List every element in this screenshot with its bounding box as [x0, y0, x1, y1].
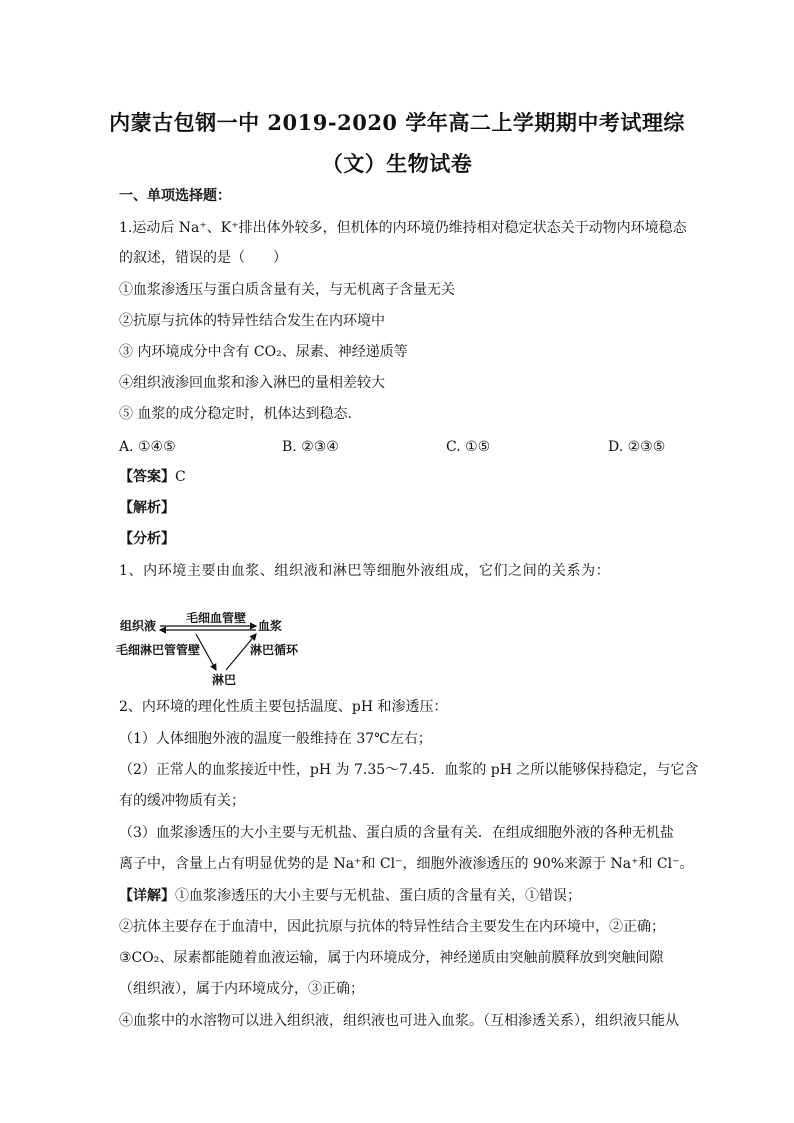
option-c: C. ①⑤	[446, 439, 491, 455]
diagram-tissue-fluid: 组织液	[120, 619, 157, 633]
question-item-1: ①血浆渗透压与蛋白质含量有关，与无机离子含量无关	[119, 282, 455, 298]
question-stem-line2: 的叙述，错误的是（ ）	[119, 250, 287, 266]
sub-point-1: （1）人体细胞外液的温度一般维持在 37℃左右；	[119, 731, 432, 747]
section-heading: 一、单项选择题：	[119, 188, 231, 204]
inner-environment-diagram	[116, 612, 316, 692]
detail-tag: 【详解】	[119, 888, 175, 904]
point-1: 1、内环境主要由血浆、组织液和淋巴等细胞外液组成，它们之间的关系为：	[119, 563, 611, 579]
answer-line	[119, 467, 186, 487]
diagram-plasma: 血浆	[258, 619, 283, 633]
option-b: B. ②③④	[282, 439, 339, 455]
detail-3-line1: ③CO₂、尿素都能随着血液运输，属于内环境成分，神经递质由突触前膜释放到突触间隙	[119, 950, 664, 966]
detail-4: ④血浆中的水溶物可以进入组织液，组织液也可进入血浆。（互相渗透关系），组织液只能从	[119, 1013, 679, 1029]
diagram-lymph: 淋巴	[212, 673, 237, 687]
sub-point-3-line2: 离子中，含量上占有明显优势的是 Na⁺和 Cl⁻，细胞外液渗透压的 90%来源于 Na⁺和 Cl⁻。	[119, 856, 694, 872]
sub-point-2-line1: （2）正常人的血浆接近中性，pH 为 7.35～7.45．血浆的 pH 之所以能够保持稳定，与它含	[119, 762, 699, 778]
detail-line1	[119, 886, 581, 906]
detail-2: ②抗体主要存在于血清中，因此抗原与抗体的特异性结合主要发生在内环境中，②正确；	[119, 919, 665, 935]
question-item-5: ⑤ 血浆的成分稳定时，机体达到稳态．	[119, 406, 362, 422]
question-item-2: ②抗原与抗体的特异性结合发生在内环境中	[119, 313, 385, 329]
diagram-lymph-circulation: 淋巴循环	[250, 643, 299, 657]
question-item-4: ④组织液渗回血浆和渗入淋巴的量相差较大	[119, 375, 385, 391]
question-item-3: ③ 内环境成分中含有 CO₂、尿素、神经递质等	[119, 344, 408, 360]
answer-value: C	[175, 469, 186, 485]
sub-point-3-line1: （3）血浆渗透压的大小主要与无机盐、蛋白质的含量有关．在组成细胞外液的各种无机盐	[119, 825, 674, 841]
sub-point-2-line2: 有的缓冲物质有关；	[119, 793, 245, 809]
document-title-line1: 内蒙古包钢一中 2019-2020 学年高二上学期期中考试理综	[109, 110, 685, 135]
analysis-tag: 【解析】	[119, 500, 175, 516]
question-stem-line1: 1.运动后 Na⁺、K⁺排出体外较多，但机体的内环境仍维持相对稳定状态关于动物内环境稳态	[119, 220, 687, 236]
option-a: A. ①④⑤	[119, 439, 176, 455]
detail-1: ①血浆渗透压的大小主要与无机盐、蛋白质的含量有关，①错误；	[175, 888, 581, 904]
diagram-lymph-capillary-wall: 毛细淋巴管管壁	[116, 643, 201, 657]
diagram-capillary-wall: 毛细血管壁	[186, 612, 247, 625]
detail-3-line2: （组织液），属于内环境成分，③正确；	[119, 981, 364, 997]
fenxi-tag: 【分析】	[119, 531, 175, 547]
option-d: D. ②③⑤	[608, 439, 666, 455]
answer-tag: 【答案】	[119, 469, 175, 485]
point-2: 2、内环境的理化性质主要包括温度、pH 和渗透压：	[119, 699, 448, 715]
document-title-line2: （文）生物试卷	[321, 151, 473, 176]
